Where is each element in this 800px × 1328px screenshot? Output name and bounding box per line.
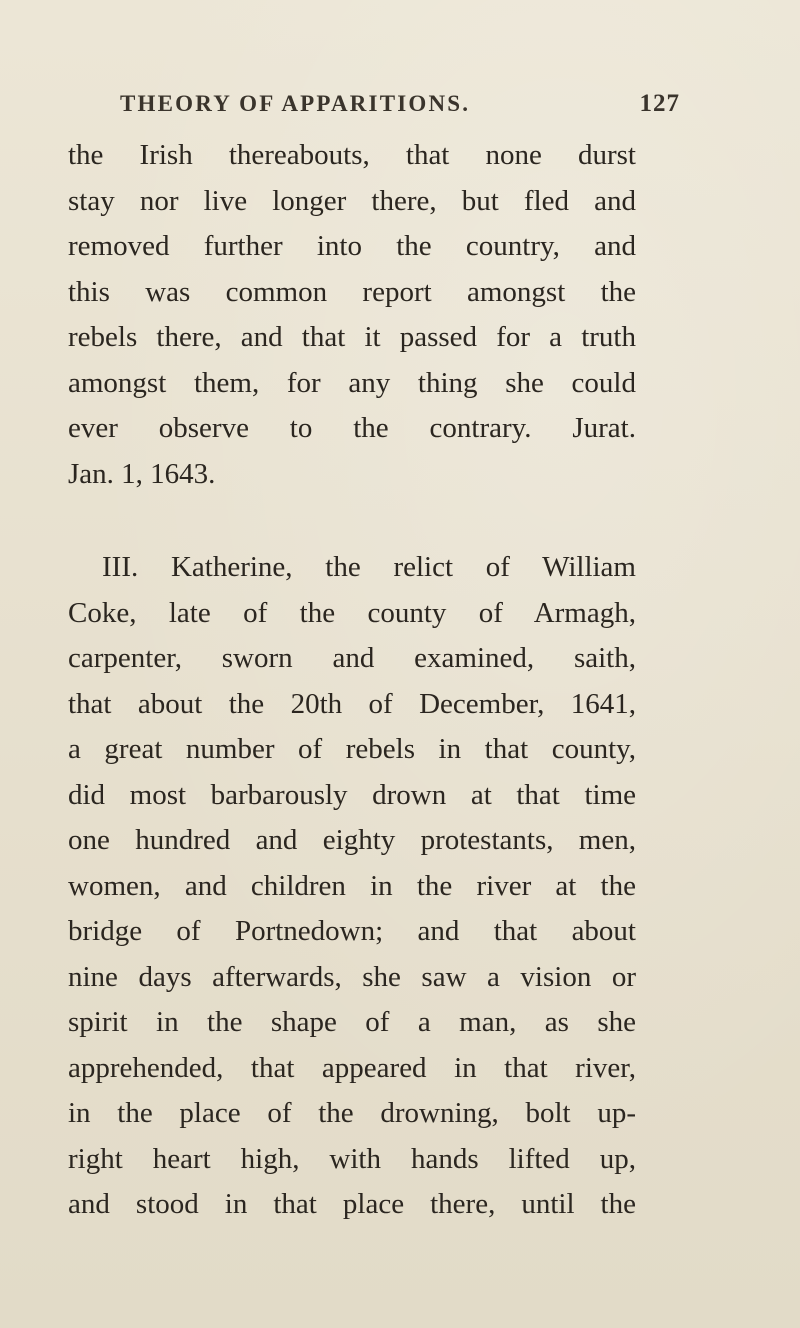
text-line: this was common report amongst the	[68, 275, 636, 308]
text-line: spirit in the shape of a man, as she	[68, 1006, 636, 1038]
text-line: removed further into the country, and	[68, 230, 636, 262]
running-head	[120, 90, 680, 118]
text-line: right heart high, with hands lifted up,	[68, 1142, 636, 1175]
text-line: bridge of Portnedown; and that about	[68, 915, 636, 947]
paragraph-gap	[68, 497, 636, 545]
text-line: a great number of rebels in that county,	[68, 733, 636, 765]
text-line: carpenter, sworn and examined, saith,	[68, 642, 636, 674]
text-line: and stood in that place there, until the	[68, 1188, 636, 1220]
paragraph-1	[68, 133, 636, 497]
text-line: nine days afterwards, she saw a vision or	[68, 960, 636, 993]
text-line: that about the 20th of December, 1641,	[68, 687, 636, 720]
text-line: amongst them, for any thing she could	[68, 366, 636, 399]
text-line: rebels there, and that it passed for a truth	[68, 321, 636, 353]
text-line: ever observe to the contrary. Jurat.	[68, 412, 636, 444]
text-line: in the place of the drowning, bolt up-	[68, 1097, 636, 1129]
text-line: stay nor live longer there, but fled and	[68, 184, 636, 217]
blank-page-margin	[0, 1068, 800, 1328]
running-head-title: THEORY OF APPARITIONS.	[120, 91, 471, 116]
text-line: Jan. 1, 1643.	[68, 457, 216, 490]
text-line: apprehended, that appeared in that river,	[68, 1051, 636, 1084]
text-line: did most barbarously drown at that time	[68, 778, 636, 811]
text-line: the Irish thereabouts, that none durst	[68, 139, 636, 171]
body-text	[68, 133, 636, 1228]
text-line: III. Katherine, the relict of William	[102, 551, 636, 583]
text-line: one hundred and eighty protestants, men,	[68, 824, 636, 856]
text-line: women, and children in the river at the	[68, 869, 636, 902]
page-number: 127	[639, 90, 680, 117]
text-line: Coke, late of the county of Armagh,	[68, 596, 636, 629]
